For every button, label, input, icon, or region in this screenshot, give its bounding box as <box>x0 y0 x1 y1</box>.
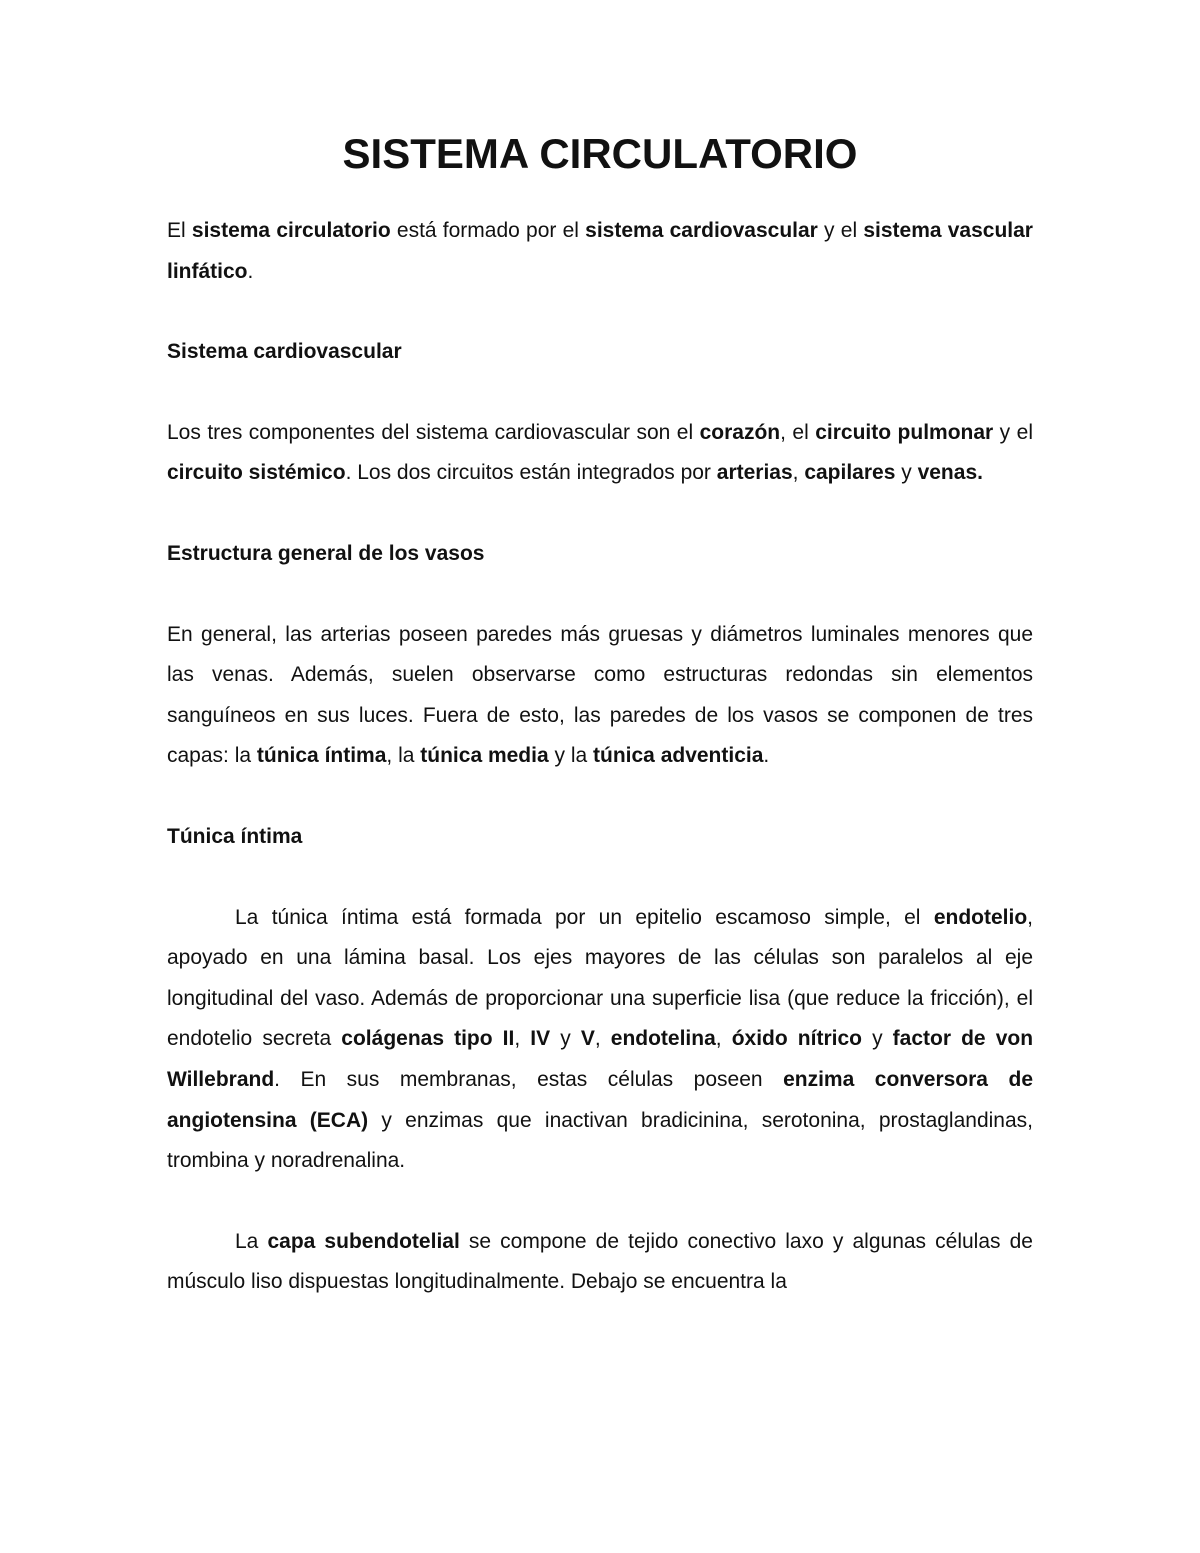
text-run: y <box>550 1027 581 1051</box>
bold-term: capa subendotelial <box>267 1229 460 1253</box>
intro-paragraph <box>167 211 1033 292</box>
text-run: y el <box>817 219 864 242</box>
text-run: . <box>247 259 254 283</box>
paragraph-cardiovascular <box>167 413 1033 494</box>
text-run: está formado por el <box>390 219 586 242</box>
text-run: , <box>792 461 805 485</box>
text-run: y <box>861 1027 893 1051</box>
document-title: SISTEMA CIRCULATORIO <box>342 130 858 177</box>
text-run: y el <box>993 420 1033 444</box>
bold-term: sistema cardiovascular <box>585 219 818 242</box>
text-run: , <box>594 1027 611 1051</box>
bold-term: sistema circulatorio <box>191 219 391 242</box>
bold-term: circuito pulmonar <box>815 420 994 444</box>
bold-term: capilares <box>804 461 896 485</box>
bold-term: IV <box>530 1027 551 1051</box>
bold-term: circuito sistémico <box>167 461 346 485</box>
text-run: . Los dos circuitos están integrados por <box>345 461 717 485</box>
document-page <box>167 130 1033 1303</box>
text-run: y enzimas que inactivan bradicinina, serotonina, prostaglandinas, trombina y noradrenalina. <box>167 1108 1033 1173</box>
text-run: La <box>235 1229 268 1253</box>
text-run: , <box>514 1027 531 1051</box>
bold-term: endotelina <box>610 1027 716 1051</box>
text-run: . <box>763 744 770 768</box>
bold-term: V <box>580 1027 595 1051</box>
paragraph-capa-subendotelial <box>167 1222 1033 1303</box>
text-run: La túnica íntima está formada por un epitelio escamoso simple, el <box>235 905 934 929</box>
text-run: , la <box>386 744 421 768</box>
bold-term: túnica adventicia <box>593 744 764 768</box>
text-run: y la <box>548 744 594 768</box>
text-run: , apoyado en una lámina basal. Los ejes mayores de las células son paralelos al eje longitudinal del vaso. Además de proporcionar una superficie lisa (que reduce la fricción), el endotelio secreta <box>167 905 1033 1051</box>
bold-term: colágenas tipo II <box>341 1027 515 1051</box>
text-run: . En sus membranas, estas células poseen <box>274 1067 784 1091</box>
text-run: En general, las arterias poseen paredes más gruesas y diámetros luminales menores que las venas. Además, suelen observarse como estructuras redondas sin elementos sanguíneos en sus luces. Fuera de esto, las paredes de los vasos se componen de tres capas: la <box>167 622 1033 768</box>
text-run: Los tres componentes del sistema cardiovascular son el <box>167 420 700 444</box>
bold-term: túnica íntima <box>256 744 387 768</box>
bold-term: enzima conversora de angiotensina (ECA) <box>167 1067 1033 1132</box>
paragraph-estructura-vasos <box>167 615 1033 777</box>
bold-term: corazón <box>699 420 781 444</box>
bold-term: venas. <box>917 461 983 485</box>
paragraph-tunica-intima <box>167 898 1033 1182</box>
text-run: y <box>895 461 918 485</box>
bold-term: óxido nítrico <box>731 1027 862 1051</box>
bold-term: sistema vascular linfático <box>167 219 1033 283</box>
bold-term: endotelio <box>933 905 1028 929</box>
bold-term: arterias <box>716 461 793 485</box>
heading-sistema-cardiovascular: Sistema cardiovascular <box>167 340 402 364</box>
text-run: , el <box>780 420 816 444</box>
bold-term: túnica media <box>420 744 549 768</box>
bold-term: factor de von Willebrand <box>167 1027 1034 1091</box>
text-run: , <box>715 1027 732 1051</box>
text-run: El <box>167 219 192 242</box>
heading-estructura-vasos: Estructura general de los vasos <box>167 541 485 565</box>
text-run: se compone de tejido conectivo laxo y algunas células de músculo liso dispuestas longitudinalmente. Debajo se encuentra la <box>167 1229 1033 1294</box>
heading-tunica-intima: Túnica íntima <box>167 824 303 848</box>
